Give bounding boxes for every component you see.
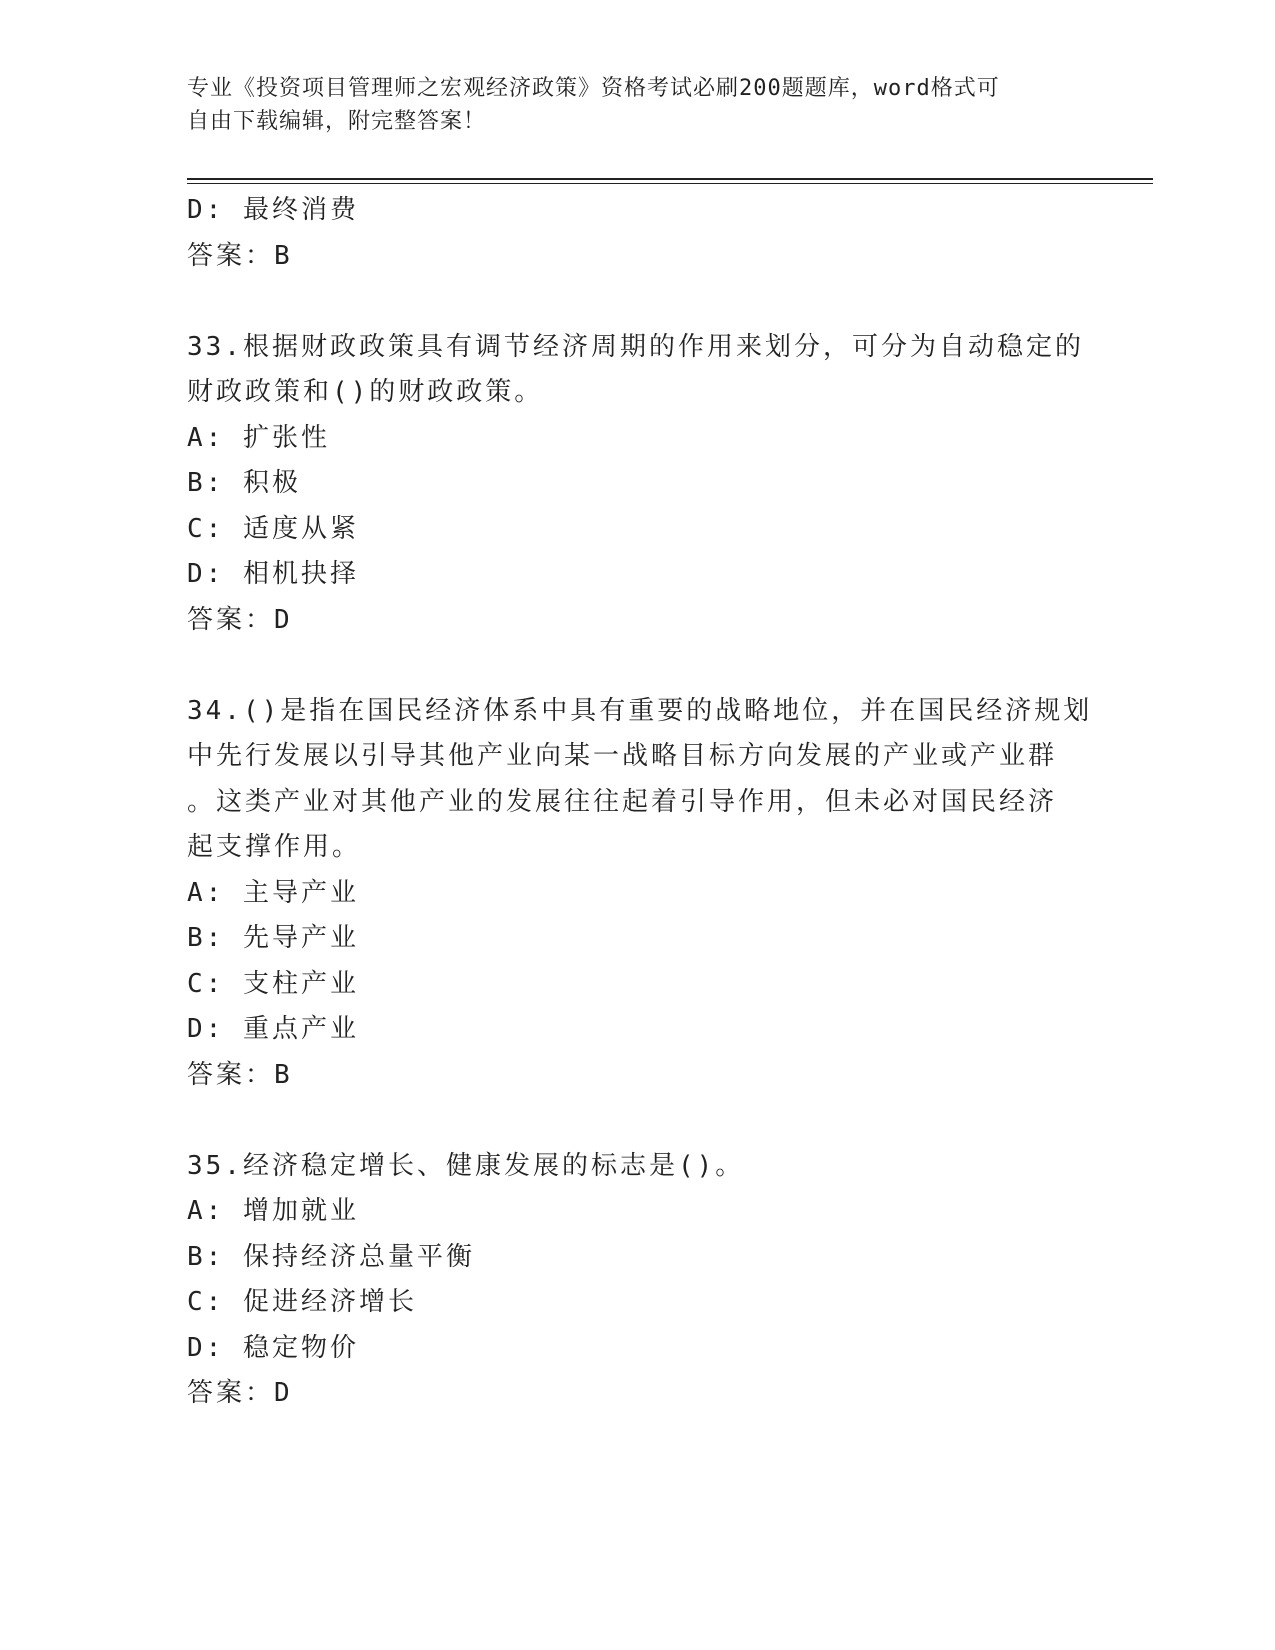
option-d: D: 相机抉择 [187,559,359,589]
option-c: C: 支柱产业 [187,968,359,999]
document-header [187,72,1067,138]
option-d: D: 稳定物价 [187,1332,359,1363]
header-line-2: 自由下载编辑，附完整答案！ [187,109,487,134]
option-d: D: 最终消费 [187,195,359,225]
question-stem-line: 34.()是指在国民经济体系中具有重要的战略地位，并在国民经济规划 [187,695,1093,726]
answer-line: 答案：D [187,1378,293,1408]
question-stem-line: 。这类产业对其他产业的发展往往起着引导作用，但未必对国民经济 [187,786,1058,817]
header-rule-thin [187,183,1153,184]
option-a: A: 扩张性 [187,422,330,453]
answer-line: 答案：D [187,604,293,635]
option-b: B: 保持经济总量平衡 [187,1241,475,1272]
option-a: A: 增加就业 [187,1196,359,1226]
header-line-1: 专业《投资项目管理师之宏观经济政策》资格考试必刷200题题库，word格式可 [187,76,1000,101]
option-a: A: 主导产业 [187,877,359,908]
option-b: B: 积极 [187,468,301,498]
option-d: D: 重点产业 [187,1014,359,1044]
question-stem-line: 33.根据财政政策具有调节经济周期的作用来划分，可分为自动稳定的 [187,331,1084,362]
question-stem-line: 财政政策和()的财政政策。 [187,377,544,407]
answer-line: 答案：B [187,1059,293,1090]
question-35 [187,1144,1087,1417]
question-list [187,188,1093,1417]
question-34 [187,689,1093,1099]
answer-line: 答案：B [187,240,293,271]
question-stem-line: 35.经济稳定增长、健康发展的标志是()。 [187,1150,745,1181]
option-c: C: 适度从紧 [187,513,359,544]
question-stem-line: 起支撑作用。 [187,832,362,862]
previous-question-tail [187,188,1087,279]
option-b: B: 先导产业 [187,923,359,953]
question-stem-line: 中先行发展以引导其他产业向某一战略目标方向发展的产业或产业群 [187,741,1058,771]
header-rule-thick [187,178,1153,180]
question-33 [187,325,1087,644]
option-c: C: 促进经济增长 [187,1287,417,1317]
